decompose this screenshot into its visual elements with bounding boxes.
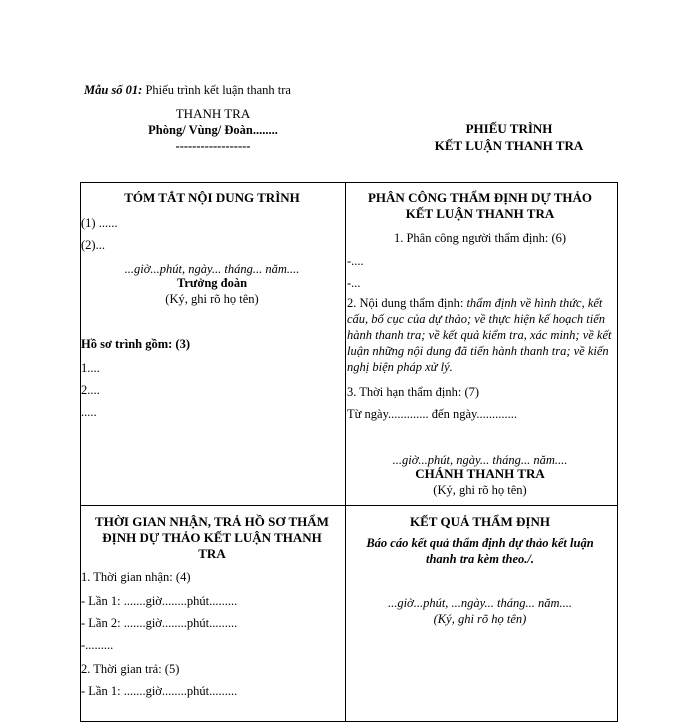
return-label: 2. Thời gian trả: (5) [81,662,180,676]
result-heading: KẾT QUẢ THẨM ĐỊNH [409,514,550,529]
return-time-1: - Lần 1: .......giờ........phút......... [81,684,238,698]
doc-title-line-1: PHIẾU TRÌNH [465,121,553,136]
assignment-content-label: 2. Nội dung thẩm định: [347,296,464,310]
assignment-content-text: thẩm định về hình thức, kết cấu, bố cục của dự thảo; về thực hiện kế hoạch tiến hành thanh tra; về kết quả kiểm tra, xác minh; về kết luận những nội dung đã tiến hành thanh tra; về kiến nghị biện pháp xử lý. [347,296,612,374]
receive-label: 1. Thời gian nhận: (4) [81,570,191,584]
assignment-deadline-range: Từ ngày............. đến ngày............. [347,407,518,421]
timing-heading-3: TRA [198,546,226,561]
result-note-1: Báo cáo kết quả thẩm định dự thảo kết luận [366,536,594,550]
sample-number: Mẫu số 01: [84,83,143,97]
result-signer-note: (Ký, ghi rõ họ tên) [433,612,527,626]
org-block [120,105,306,154]
summary-item-1: (1) ...... [81,216,118,230]
org-rule: ------------------ [175,139,251,153]
doc-title-line-2: KẾT LUẬN THANH TRA [434,138,584,153]
files-heading: Hồ sơ trình gồm: (3) [81,337,190,351]
summary-item-2: (2)... [81,238,105,252]
summary-cell [81,183,345,505]
assignment-person-label: 1. Phân công người thẩm định: (6) [393,231,567,245]
receive-time-1: - Lần 1: .......giờ........phút......... [81,594,238,608]
receive-time-more: -......... [81,638,114,652]
assignment-signer-note: (Ký, ghi rõ họ tên) [433,483,527,497]
assignment-heading-1: PHÂN CÔNG THẨM ĐỊNH DỰ THẢO [367,190,592,205]
summary-heading: TÓM TẮT NỘI DUNG TRÌNH [124,190,300,205]
timing-heading-1: THỜI GIAN NHẬN, TRẢ HỒ SƠ THẨM [95,514,329,529]
receive-time-2: - Lần 2: .......giờ........phút......... [81,616,238,630]
summary-date-line: ...giờ...phút, ngày... tháng... năm.... [124,262,300,276]
org-unit: Phòng/ Vùng/ Đoàn........ [148,123,278,137]
result-cell [347,507,617,723]
result-note-2: thanh tra kèm theo./. [425,552,534,566]
sample-title: Phiếu trình kết luận thanh tra [145,83,291,97]
timing-heading-2: ĐỊNH DỰ THẢO KẾT LUẬN THANH [102,530,322,545]
horizontal-divider [81,505,617,506]
assignment-signer-title: CHÁNH THANH TRA [415,466,545,481]
file-item-1: 1.... [81,361,100,375]
file-item-3: ..... [81,405,97,419]
assignment-heading-2: KẾT LUẬN THANH TRA [405,206,555,221]
assignment-content [347,295,613,375]
assignment-dash-1: -.... [347,254,364,268]
summary-signer-note: (Ký, ghi rõ họ tên) [165,292,259,306]
vertical-divider [345,183,346,721]
assignment-date-line: ...giờ...phút, ngày... tháng... năm.... [392,453,568,467]
sample-line [84,83,291,98]
assignment-deadline-label: 3. Thời hạn thẩm định: (7) [347,385,480,399]
form-table [80,182,618,722]
result-date-line: ...giờ...phút, ...ngày... tháng... năm.... [387,596,573,610]
file-item-2: 2.... [81,383,100,397]
assignment-cell [347,183,617,505]
summary-signer-title: Trưởng đoàn [176,276,248,290]
document-title [380,120,638,154]
org-name: THANH TRA [175,106,251,121]
timing-cell [81,507,345,723]
assignment-dash-2: -... [347,276,361,290]
